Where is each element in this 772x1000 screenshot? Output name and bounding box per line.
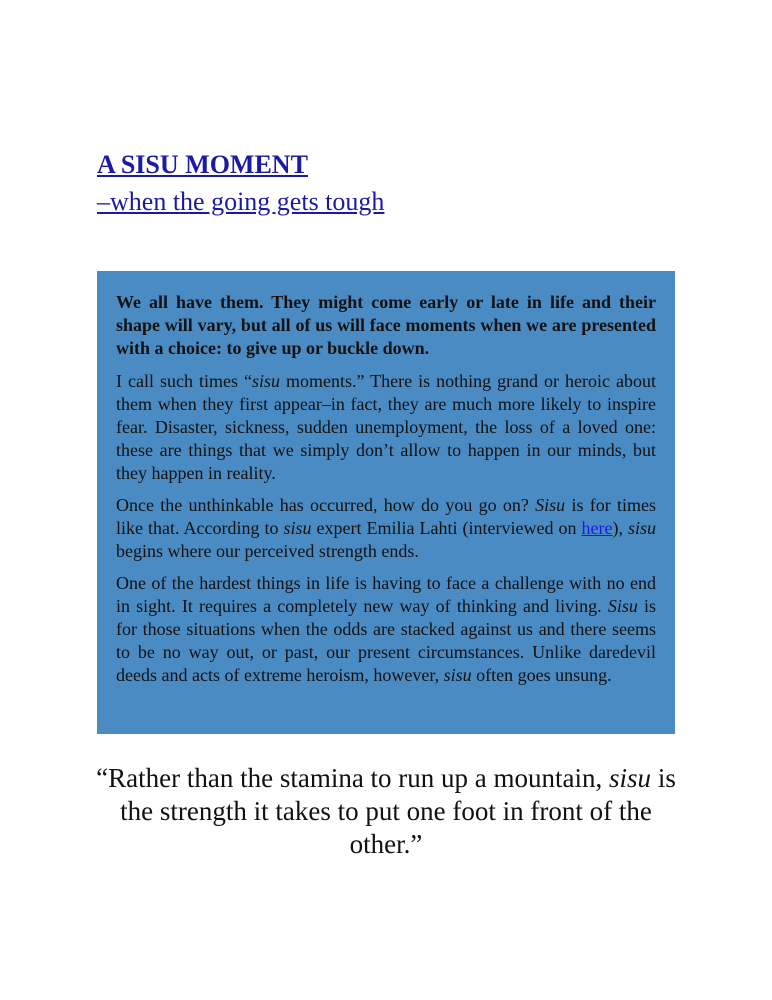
interview-link[interactable]: here [581,518,613,538]
emphasis-sisu: sisu [283,518,312,538]
emphasis-sisu: sisu [251,371,280,391]
text-span: I call such times “ [116,371,252,391]
text-span: often goes unsung. [471,665,612,685]
emphasis-sisu: Sisu [607,596,638,616]
paragraph-hardest-things [116,572,656,687]
emphasis-sisu: sisu [609,763,652,793]
paragraph-unthinkable [116,494,656,563]
subtitle-link[interactable]: –when the going gets tough [97,187,385,216]
paragraph-sisu-moments [116,370,656,485]
text-span: begins where our perceived strength ends. [116,541,419,561]
text-span: Once the unthinkable has occurred, how do you go on? [116,495,536,515]
pull-quote [90,762,682,861]
text-span: ), [612,518,628,538]
text-span: expert Emilia Lahti (interviewed on [311,518,582,538]
title-link[interactable]: A SISU MOMENT [97,150,308,179]
heading-block [97,148,697,220]
text-span: moments.” There is nothing grand or heroic about them when they first appear–in fact, they are much more likely to inspire fear. Disaster, sickness, sudden unemployment, the loss of a loved one: these are things that we simply don’t allow to happen in our minds, but they happen in reality. [116,371,656,483]
text-span: One of the hardest things in life is having to face a challenge with no end in sight. It requires a completely new way of thinking and living. [116,573,656,616]
emphasis-sisu: sisu [443,665,472,685]
text-span: “Rather than the stamina to run up a mountain, [96,763,610,793]
sisu-info-box [97,271,675,734]
text-span: is the strength it takes to put one foot in front of the other.” [120,763,676,859]
lead-paragraph: We all have them. They might come early or late in life and their shape will vary, but all of us will face moments when we are presented with a choice: to give up or buckle down. [116,292,656,358]
text-span: is for times like that. According to [116,495,656,538]
emphasis-sisu: Sisu [535,495,566,515]
emphasis-sisu: sisu [628,518,657,538]
text-span: is for those situations when the odds are stacked against us and there seems to be no way out, or past, our present circumstances. Unlike daredevil deeds and acts of extreme heroism, however, [116,596,656,685]
